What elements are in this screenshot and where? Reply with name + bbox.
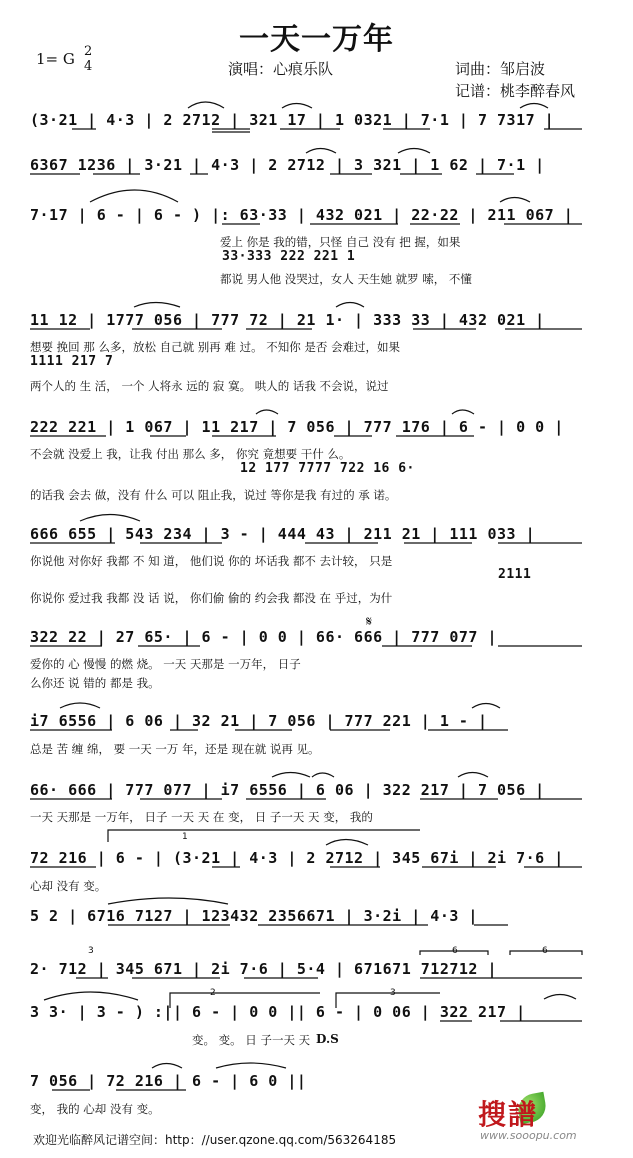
notation-system-3: 7·17 | 6 - | 6 - ) |: 63·33 | 432 021 | 22·22 | 211 067 | [30,206,574,224]
volta-1-label: 1 [182,832,188,842]
notation-system-2: 6367 1236 | 3·21 | 4·3 | 2 2712 | 3 321 | 1 62 | 7·1 | [30,156,545,174]
notation-system-1: (3·21 | 4·3 | 2 2712 | 321 17 | 1 0321 | 7·1 | 7 7317 | [30,111,555,129]
notation-system-12: 2· 712 | 345 671 | 2i 7·6 | 5·4 | 671671 712712 | [30,960,498,978]
lyrics-system-14: 变， 我的 心却 没有 变。 [30,1102,160,1116]
footer-credit: 欢迎光临醉风记谱空间：http：//user.qzone.qq.com/563264185 [33,1133,397,1147]
time-signature-top: 2 [84,44,93,59]
notation-system-8: i7 6556 | 6 06 | 32 21 | 7 056 | 777 221 | 1 - | [30,712,488,730]
singer-credit: 演唱：心痕乐队 [228,60,334,78]
lyrics-system-13: 变。 变。 日 子一天 天 [192,1033,311,1047]
song-title: 一天一万年 [239,22,394,57]
tuplet-6-label-b: 6 [542,946,548,956]
lyrics-system-10: 心却 没有 变。 [30,879,107,893]
alt-notation-system-5: 12 177 7777 722 16 6· [240,461,415,476]
lyrics-system-7-verse-1: 爱你的 心 慢慢 的燃 烧。 一天 天那是 一万年， 日子 [30,657,301,671]
alt-notation-system-3: 33·333 222 221 1 [222,249,356,264]
lyrics-system-6-verse-2: 你说你 爱过我 我都 没 话 说， 你们偷 偷的 约会我 都没 在 乎过，为什 [30,591,393,605]
notation-system-13: 3 3· | 3 - ) :|| 6 - | 0 0 || 6 - | 0 06 | 322 217 | [30,1003,526,1021]
transcriber-credit: 记谱：桃李醉春风 [455,82,576,100]
site-logo: 搜譜 [478,1098,539,1131]
lyrics-system-5-verse-1: 不会就 没爱上 我，让我 付出 那么 多， 你究 竟想要 干什 么。 [30,447,351,461]
notation-system-4: 11 12 | 1777 056 | 777 72 | 21 1· | 333 33 | 432 021 | [30,311,545,329]
dal-segno-marking: D.S [316,1032,339,1046]
tuplet-3-label: 3 [88,946,94,956]
lyrics-system-4-verse-1: 想要 挽回 那 么多，放松 自己就 别再 难 过。 不知你 是否 会难过，如果 [30,340,401,354]
notation-system-6: 666 655 | 543 234 | 3 - | 444 43 | 211 21 | 111 033 | [30,525,536,543]
lyrics-system-5-verse-2: 的话我 会去 做，没有 什么 可以 阻止我，说过 等你是我 有过的 承 诺。 [30,488,397,502]
site-logo-url: www.sooopu.com [480,1129,577,1142]
notation-system-9: 66· 666 | 777 077 | i7 6556 | 6 06 | 322 217 | 7 056 | [30,781,545,799]
alt-notation-system-6: 2111 [498,567,532,582]
lyrics-system-8: 总是 苦 缠 绵， 要 一天 一万 年，还是 现在就 说再 见。 [30,742,320,756]
notation-system-14: 7 056 | 72 216 | 6 - | 6 0 || [30,1072,307,1090]
notation-system-11: 5 2 | 6716 7127 | 123432 2356671 | 3·2i | 4·3 | [30,907,478,925]
volta-2-label: 2 [210,988,216,998]
lyrics-system-7-verse-2: 么你还 说 错的 都是 我。 [30,676,160,690]
lyrics-system-9: 一天 天那是 一万年， 日子 一天 天 在 变， 日 子一天 天 变， 我的 [30,810,373,824]
tuplet-6-label-a: 6 [452,946,458,956]
segno-icon: 𝄋 [366,614,373,630]
lyrics-system-6-verse-1: 你说他 对你好 我都 不 知 道， 他们说 你的 坏话我 都不 去计较， 只是 [30,554,393,568]
volta-3-label: 3 [390,988,396,998]
composer-credit: 词曲：邹启波 [455,60,546,78]
lyrics-system-3-verse-1: 爱上 你是 我的错，只怪 自己 没有 把 握，如果 [220,235,461,249]
key-signature: 1= G [36,50,75,68]
lyrics-system-4-verse-2: 两个人的 生 活， 一个 人将永 远的 寂 寞。 哄人的 话我 不会说，说过 [30,379,389,393]
time-signature-bottom: 4 [84,59,93,74]
notation-system-10: 72 216 | 6 - | (3·21 | 4·3 | 2 2712 | 345 67i | 2i 7·6 | [30,849,564,867]
lyrics-system-3-verse-2: 都说 男人他 没哭过，女人 天生她 就罗 嗦， 不懂 [220,272,472,286]
notation-system-7: 322 22 | 27 65· | 6 - | 0 0 | 66· 666 | 777 077 | [30,628,498,646]
notation-system-5: 222 221 | 1 067 | 11 217 | 7 056 | 777 176 | 6 - | 0 0 | [30,418,564,436]
alt-notation-system-4: 1111 217 7 [30,354,114,369]
